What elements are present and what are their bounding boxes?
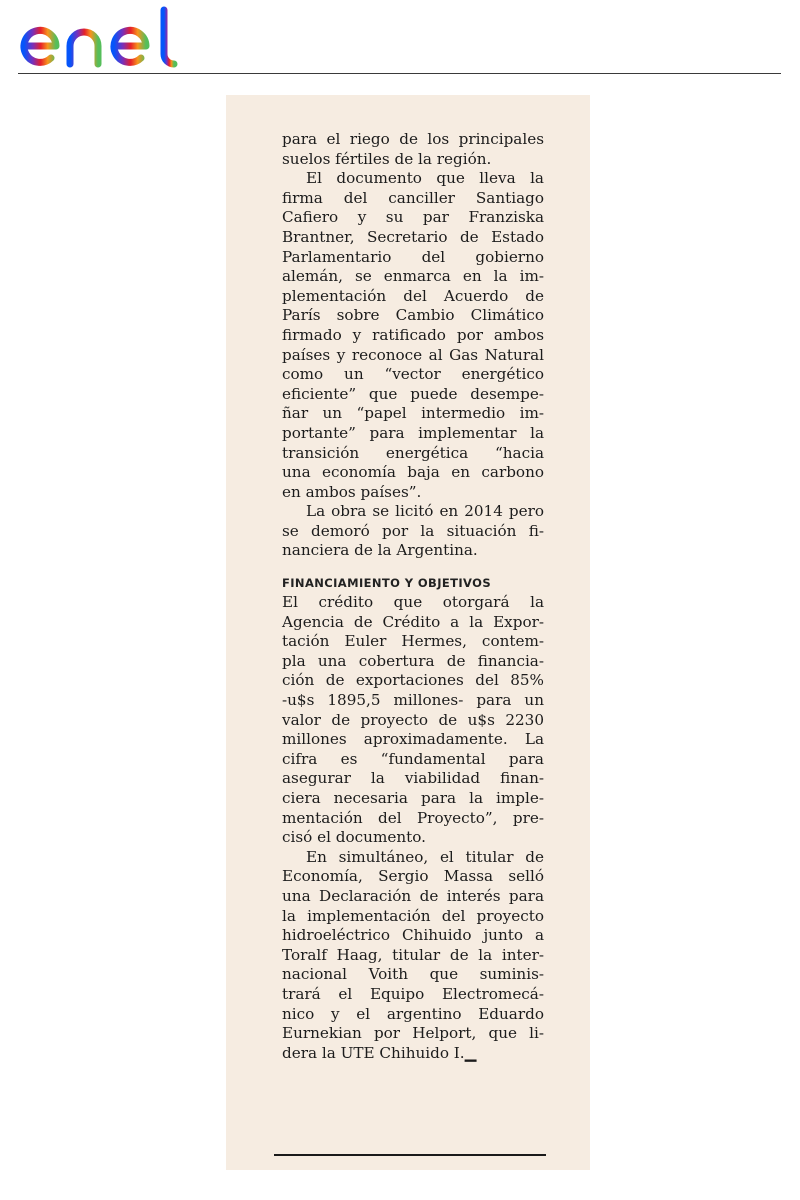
text-line: asegurar la viabilidad finan- <box>282 769 544 788</box>
text-line: ciera necesaria para la imple- <box>282 789 544 807</box>
text-line: países y reconoce al Gas Natural <box>282 345 544 364</box>
paragraph <box>282 169 544 502</box>
text-line: hidroeléctrico Chihuido junto a <box>282 926 544 945</box>
text-line: valor de proyecto de u$s 2230 <box>282 710 544 729</box>
text-line: alemán, se enmarca en la im- <box>282 267 544 286</box>
text-line: El crédito que otorgará la <box>282 593 544 612</box>
enel-logo <box>18 6 188 68</box>
text-line: Toralf Haag, titular de la inter- <box>282 945 544 964</box>
paragraph <box>282 502 544 561</box>
paragraph <box>282 848 544 1064</box>
text-line: una economía baja en carbono <box>282 463 544 482</box>
article-body <box>282 130 544 1063</box>
text-line: Economía, Sergio Massa selló <box>282 867 544 886</box>
text-line: Parlamentario del gobierno <box>282 247 544 266</box>
text-line: se demoró por la situación fi- <box>282 521 544 540</box>
text-line: Cafiero y su par Franziska <box>282 208 544 227</box>
text-line: millones aproximadamente. La <box>282 730 544 749</box>
text-line: trará el Equipo Electromecá- <box>282 984 544 1003</box>
text-line: cisó el documento. <box>282 828 426 847</box>
text-line: firma del canciller Santiago <box>282 188 544 207</box>
text-line: mentación del Proyecto”, pre- <box>282 808 544 827</box>
text-line: París sobre Cambio Climático <box>282 306 544 325</box>
text-line: nanciera de la Argentina. <box>282 541 478 560</box>
text-line: Brantner, Secretario de Estado <box>282 227 544 246</box>
text-line: la implementación del proyecto <box>282 906 544 925</box>
text-line: transición energética “hacia <box>282 443 544 462</box>
text-line: firmado y ratificado por ambos <box>282 325 544 344</box>
text-line: ñar un “papel intermedio im- <box>282 404 544 423</box>
text-line: -u$s 1895,5 millones- para un <box>282 691 544 710</box>
text-line: una Declaración de interés para <box>282 886 544 905</box>
text-line: tación Euler Hermes, contem- <box>282 632 544 651</box>
text-line: Eurnekian por Helport, que li- <box>282 1024 544 1043</box>
text-line: suelos fértiles de la región. <box>282 149 492 168</box>
text-line: dera la UTE Chihuido I.▁ <box>282 1043 477 1062</box>
text-line: como un “vector energético <box>282 365 544 384</box>
text-line: ción de exportaciones del 85% <box>282 671 544 690</box>
text-line: portante” para implementar la <box>282 423 544 442</box>
text-line: en ambos países”. <box>282 482 422 501</box>
header-divider <box>18 73 781 74</box>
text-line: En simultáneo, el titular de <box>306 847 544 866</box>
text-line: cifra es “fundamental para <box>282 749 544 768</box>
text-line: plementación del Acuerdo de <box>282 286 544 305</box>
text-line: nacional Voith que suminis- <box>282 965 544 984</box>
paragraph <box>282 130 544 169</box>
text-line: El documento que lleva la <box>306 169 544 188</box>
text-line: eficiente” que puede desempe- <box>282 384 544 403</box>
text-line: pla una cobertura de financia- <box>282 651 544 670</box>
text-line: Agencia de Crédito a la Expor- <box>282 612 544 631</box>
text-line: para el riego de los principales <box>282 130 544 148</box>
paragraph <box>282 593 544 848</box>
text-line: nico y el argentino Eduardo <box>282 1004 544 1023</box>
text-line: La obra se licitó en 2014 pero <box>306 502 544 521</box>
article-end-rule <box>274 1154 546 1156</box>
section-heading: FINANCIAMIENTO Y OBJETIVOS <box>282 576 492 591</box>
